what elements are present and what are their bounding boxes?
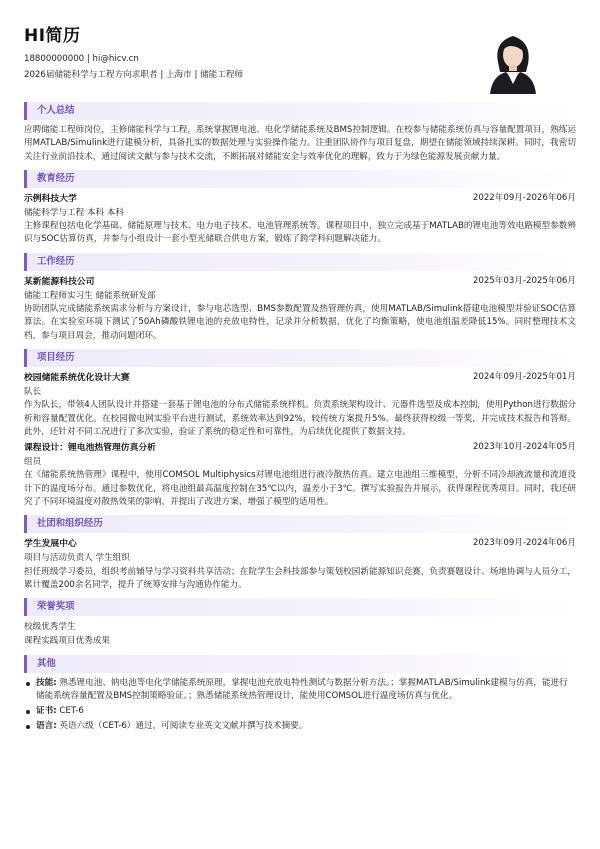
work-sub: 储能工程师实习生 储能系统研发部 — [24, 290, 156, 301]
skills-section — [24, 655, 576, 734]
skill-text: CET-6 — [59, 706, 84, 717]
work-title: 工作经历 — [24, 253, 576, 271]
projects-section — [24, 349, 576, 509]
campus-title: 社团和组织经历 — [24, 515, 576, 533]
education-date: 2022年09月-2026年06月 — [472, 192, 576, 203]
candidate-name: HI简历 — [24, 26, 81, 46]
project-org: 课程设计：锂电池热管理仿真分析 — [24, 443, 156, 454]
campus-org: 学生发展中心 — [24, 539, 77, 550]
profile-photo-icon — [484, 24, 542, 94]
contact-line: 18800000000 | hi@hicv.cn — [24, 54, 139, 65]
award-item: 课程实践项目优秀成果 — [24, 636, 110, 647]
skill-text: 英语六级（CET-6）通过，可阅读专业英文文献并撰写技术摘要。 — [59, 721, 308, 732]
skill-item — [24, 705, 576, 718]
education-org: 示例科技大学 — [24, 193, 77, 204]
project-org: 校园储能系统优化设计大赛 — [24, 372, 130, 383]
skill-item — [24, 720, 576, 733]
skill-label: 证书: — [36, 706, 57, 717]
project-entry-head — [24, 441, 576, 455]
project-date: 2023年10月-2024年05月 — [472, 442, 576, 453]
campus-entry-head — [24, 537, 576, 551]
work-date: 2025年03月-2025年06月 — [472, 275, 576, 286]
project-desc: 作为队长，带领4人团队设计并搭建一套基于锂电池的分布式储能系统样机。负责系统架构设计、元器件选型及成本控制，使用Python进行数据分析和容量配置优化。在校园微电网实验平台进行测试，系统效率达到92%，较传统方案提升5%。最终获得校级一等奖，并完成技术报告和答辩。此外，还针对不同工况进行了多次实验，验证了系统的稳定性和可靠性，为后续优化提供了数据支持。 — [24, 400, 576, 437]
project-desc: 在《储能系统热管理》课程中，使用COMSOL Multiphysics对锂电池组进行液冷散热仿真。建立电池组三维模型，分析不同冷却液流量和流道设计下的温度场分布。通过参数优化，将电池组最高温度控制在35℃以内，温差小于3℃。撰写实验报告并展示，获得课程优秀项目。同时，我还研究了不同环境温度对散热效果的影响，并提出了改进方案，增强了模型的适用性。 — [24, 470, 576, 507]
project-role: 组员 — [24, 457, 42, 468]
skills-title: 其他 — [24, 655, 576, 673]
work-section — [24, 253, 576, 343]
education-section — [24, 170, 576, 247]
awards-section — [24, 598, 576, 648]
work-desc: 协助团队完成储能系统需求分析与方案设计，参与电芯选型、BMS参数配置及热管理仿真，使用MATLAB/Simulink搭建电池模型并验证SOC估算算法。在实验室环境下测试了50Ah磷酸铁锂电池的充放电特性，记录并分析数据，优化了均衡策略，使电池组温差降低15%。同时整理技术文档，参与项目周会，推动问题闭环。 — [24, 304, 576, 341]
campus-section — [24, 515, 576, 592]
education-entry-head — [24, 192, 576, 206]
campus-sub: 项目与活动负责人 学生组织 — [24, 553, 130, 564]
education-sub: 储能科学与工程 本科 本科 — [24, 208, 124, 218]
projects-title: 项目经历 — [24, 349, 576, 367]
skill-item — [24, 677, 576, 704]
project-date: 2024年09月-2025年01月 — [472, 371, 576, 382]
summary-title: 个人总结 — [24, 102, 576, 120]
project-role: 队长 — [24, 387, 42, 398]
award-item: 校级优秀学生 — [24, 622, 76, 633]
education-desc: 主修课程包括电化学基础、储能原理与技术、电力电子技术、电池管理系统等。课程项目中，独立完成基于MATLAB的锂电池等效电路模型参数辨识与SOC估算仿真，并参与小组设计一套小型光储联合供电方案，锻炼了跨学科问题解决能力。 — [24, 221, 576, 245]
work-org: 某新能源科技公司 — [24, 276, 95, 287]
campus-desc: 担任班级学习委员，组织考前辅导与学习资料共享活动；在院学生会科技部参与策划校园新能源知识竞赛，负责赛题设计、场地协调与人员分工，累计覆盖200余名同学，提升了统筹安排与沟通协作能力。 — [24, 566, 576, 590]
project-entry-head — [24, 371, 576, 385]
skill-text: 熟悉锂电池、钠电池等电化学储能系统原理，掌握电池充放电特性测试与数据分析方法。；掌握MATLAB/Simulink建模与仿真，能进行储能系统容量配置及BMS控制策略验证。；熟悉储能系统热管理设计，能使用COMSOL进行温度场仿真与优化。 — [36, 677, 568, 701]
intent-line: 2026届储能科学与工程方向求职者 | 上海市 | 储能工程师 — [24, 69, 244, 80]
work-entry-head — [24, 275, 576, 289]
awards-title: 荣誉奖项 — [24, 598, 576, 616]
resume-header — [24, 0, 576, 96]
skill-label: 语言: — [36, 721, 57, 732]
summary-text: 应聘储能工程师岗位，主修储能科学与工程，系统掌握锂电池、电化学储能系统及BMS控制逻辑。在校参与储能系统仿真与容量配置项目，熟练运用MATLAB/Simulink进行建模分析，具备扎实的数据处理与实验操作能力。注重团队协作与项目复盘，期望在储能领域持续深耕。同时，我密切关注行业前沿技术，通过阅读文献与参与技术交流，不断拓展对储能安全与效率优化的理解，致力于为绿色能源发展贡献力量。 — [24, 125, 576, 162]
profile-photo — [484, 24, 542, 94]
summary-section — [24, 102, 576, 164]
skill-label: 技能: — [36, 677, 57, 688]
skills-list — [24, 677, 576, 734]
campus-date: 2023年09月-2024年06月 — [472, 538, 576, 549]
education-title: 教育经历 — [24, 170, 576, 188]
